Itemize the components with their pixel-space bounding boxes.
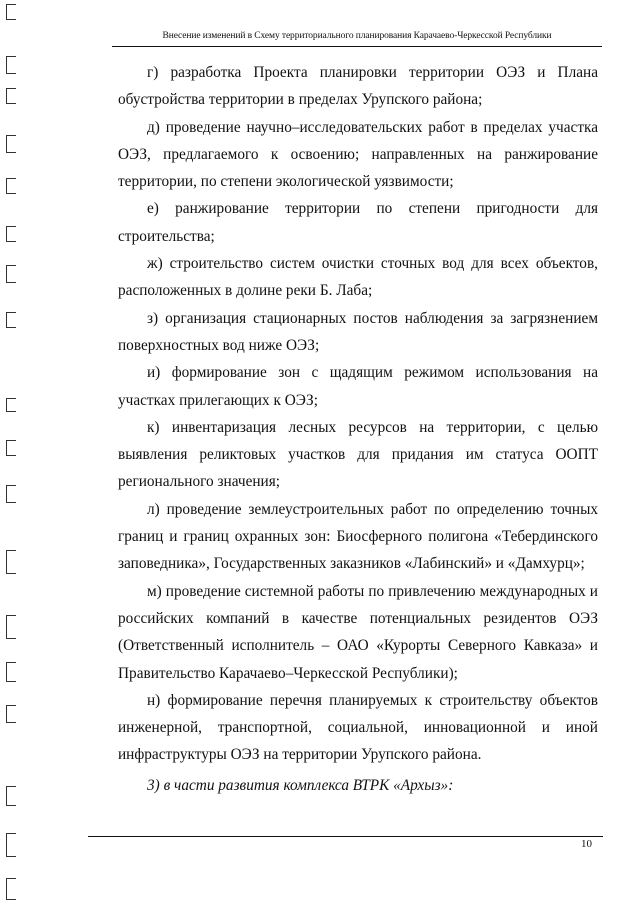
binding-marks — [6, 0, 18, 905]
list-item: и) формирование зон с щадящим режимом использования на участках прилегающих к ОЭЗ; — [118, 364, 598, 409]
binding-mark — [6, 615, 16, 639]
binding-mark — [6, 135, 16, 153]
binding-mark — [6, 550, 16, 574]
binding-mark — [6, 833, 16, 857]
list-item: к) инвентаризация лесных ресурсов на территории, с целью выявления реликтовых участков для придания им статуса ООПТ регионального значения; — [118, 418, 598, 491]
binding-mark — [6, 88, 16, 104]
header-rule — [112, 46, 602, 47]
binding-mark — [6, 705, 16, 723]
list-item: л) проведение землеустроительных работ по определению точных границ и границ охранных зон: Биосферного полигона «Тебердинского заповедника», Государственных заказников «Лабинский» и «Дамхурц»; — [118, 500, 598, 573]
footer-rule — [88, 836, 603, 837]
page-number: 10 — [581, 838, 592, 850]
list-item: г) разработка Проекта планировки территории ОЭЗ и Плана обустройства территории в пределах Урупского района; — [118, 64, 598, 109]
binding-mark — [6, 662, 16, 682]
binding-mark — [6, 4, 16, 20]
binding-mark — [6, 312, 16, 328]
list-item: з) организация стационарных постов наблюдения за загрязнением поверхностных вод ниже ОЭЗ; — [118, 309, 598, 354]
binding-mark — [6, 265, 16, 283]
binding-mark — [6, 440, 16, 456]
list-item: д) проведение научно–исследовательских работ в пределах участка ОЭЗ, предлагаемого к освоению; направленных на ранжирование территории, по степени экологической уязвимости; — [118, 118, 598, 191]
binding-mark — [6, 485, 16, 503]
list-item: м) проведение системной работы по привлечению международных и российских компаний в качестве потенциальных резидентов ОЭЗ (Ответственный исполнитель – ОАО «Курорты Северного Кавказа» и Правительство Карачаево–Черкесской Республики); — [118, 582, 598, 682]
binding-mark — [6, 56, 16, 74]
section-heading: 3) в части развития комплекса ВТРК «Архыз»: — [147, 776, 454, 794]
binding-mark — [6, 226, 16, 242]
binding-mark — [6, 398, 16, 412]
list-item: н) формирование перечня планируемых к строительству объектов инженерной, транспортной, социальной, инновационной и иной инфраструктуры ОЭЗ на территории Урупского района. — [118, 691, 598, 764]
list-item: е) ранжирование территории по степени пригодности для строительства; — [118, 200, 598, 245]
running-header: Внесение изменений в Схему территориального планирования Карачаево-Черкесской Республики — [162, 31, 552, 41]
document-body — [118, 59, 598, 799]
binding-mark — [6, 178, 16, 194]
binding-mark — [6, 878, 16, 900]
list-item: ж) строительство систем очистки сточных вод для всех объектов, расположенных в долине реки Б. Лаба; — [118, 255, 598, 300]
binding-mark — [6, 786, 16, 806]
